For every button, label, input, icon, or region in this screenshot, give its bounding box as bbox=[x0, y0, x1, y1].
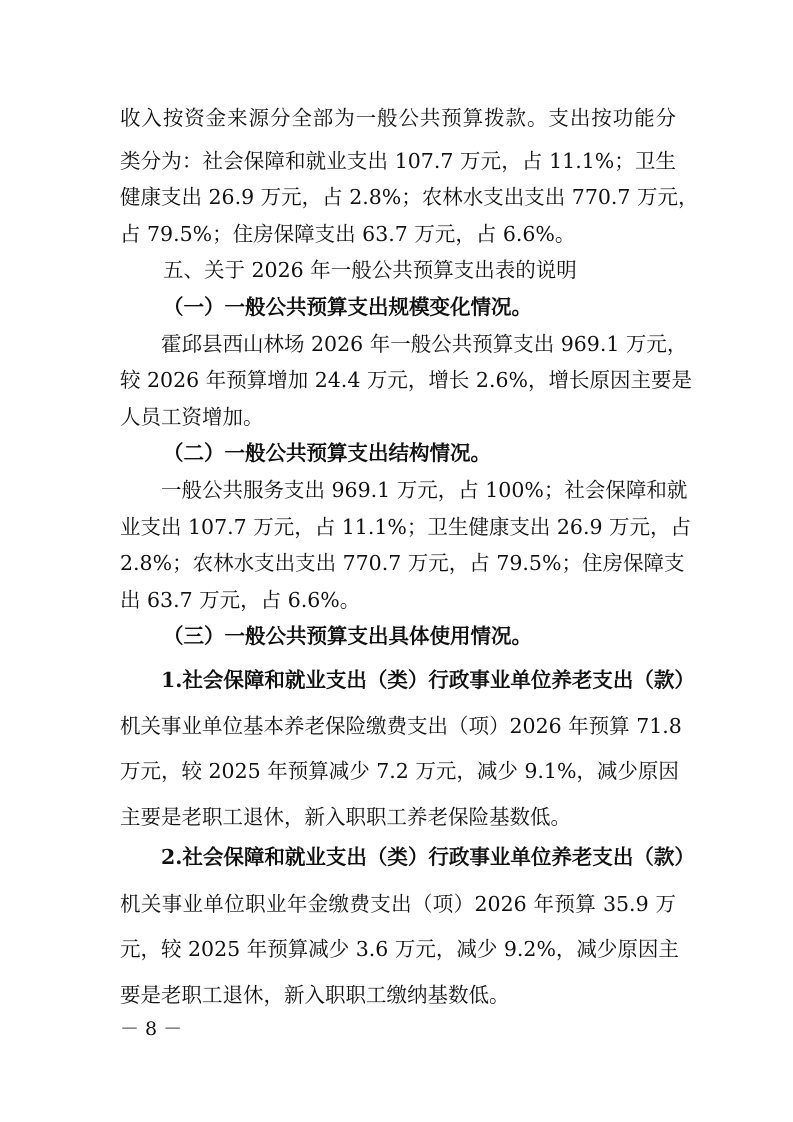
item-heading: 1.社会保障和就业支出（类）行政事业单位养老支出（款） bbox=[161, 668, 695, 692]
paragraph-line: 出 63.7 万元，占 6.6%。 bbox=[120, 588, 361, 612]
paragraph-line: 健康支出 26.9 万元，占 2.8%；农林水支出支出 770.7 万元， bbox=[120, 185, 699, 209]
paragraph-line: 万元，较 2025 年预算减少 7.2 万元，减少 9.1%，减少原因 bbox=[120, 759, 679, 783]
paragraph-line: 元，较 2025 年预算减少 3.6 万元，减少 9.2%，减少原因主 bbox=[120, 937, 679, 961]
paragraph-line: 机关事业单位基本养老保险缴费支出（项）2026 年预算 71.8 bbox=[120, 714, 682, 738]
section-heading: 五、关于 2026 年一般公共预算支出表的说明 bbox=[163, 258, 577, 282]
page-number: － 8 － bbox=[120, 1018, 183, 1040]
paragraph-line: 一般公共服务支出 969.1 万元，占 100%；社会保障和就 bbox=[161, 478, 688, 502]
paragraph-line: 要是老职工退休，新入职职工缴纳基数低。 bbox=[120, 983, 510, 1007]
paragraph-line: 业支出 107.7 万元，占 11.1%；卫生健康支出 26.9 万元，占 bbox=[120, 515, 692, 539]
paragraph-line: 类分为：社会保障和就业支出 107.7 万元，占 11.1%；卫生 bbox=[120, 149, 676, 173]
item-heading: 2.社会保障和就业支出（类）行政事业单位养老支出（款） bbox=[161, 845, 695, 869]
subsection-heading: （二）一般公共预算支出结构情况。 bbox=[163, 441, 491, 465]
paragraph-line: 机关事业单位职业年金缴费支出（项）2026 年预算 35.9 万 bbox=[120, 892, 676, 916]
paragraph-line: 占 79.5%；住房保障支出 63.7 万元，占 6.6%。 bbox=[120, 222, 576, 246]
paragraph-line: 人员工资增加。 bbox=[120, 405, 264, 429]
paragraph-line: 主要是老职工退休，新入职职工养老保险基数低。 bbox=[120, 805, 571, 829]
subsection-heading: （一）一般公共预算支出规模变化情况。 bbox=[163, 295, 532, 319]
paragraph-line: 霍邱县西山林场 2026 年一般公共预算支出 969.1 万元， bbox=[161, 332, 688, 356]
paragraph-line: 较 2026 年预算增加 24.4 万元，增长 2.6%，增长原因主要是 bbox=[120, 368, 692, 392]
paragraph-line: 收入按资金来源分全部为一般公共预算拨款。支出按功能分 bbox=[120, 106, 676, 130]
subsection-heading: （三）一般公共预算支出具体使用情况。 bbox=[163, 624, 532, 648]
paragraph-line: 2.8%；农林水支出支出 770.7 万元，占 79.5%；住房保障支 bbox=[120, 551, 685, 575]
